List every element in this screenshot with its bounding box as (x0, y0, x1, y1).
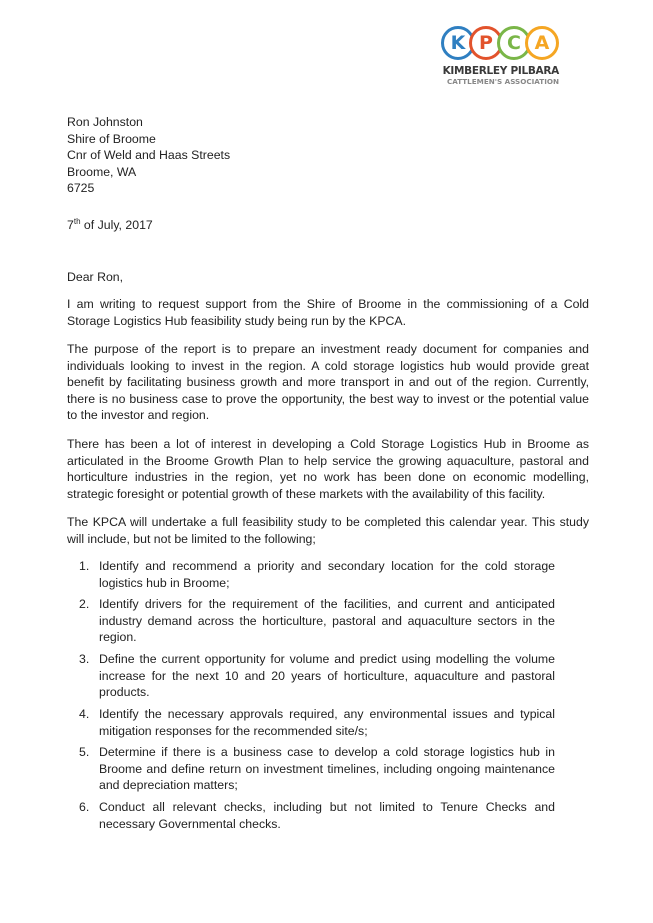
list-item (67, 744, 555, 794)
list-text: Define the current opportunity for volume and predict using modelling the volume increase for the next 10 and 20 years of horticulture, aquaculture and pastoral products. (99, 652, 555, 699)
list-text: Identify the necessary approvals required, any environmental issues and typical mitigation responses for the recommended site/s; (99, 707, 555, 738)
list-number: 6. (79, 800, 90, 814)
list-text: Identify and recommend a priority and secondary location for the cold storage logistics hub in Broome; (99, 559, 555, 590)
recipient-name: Ron Johnston (67, 115, 143, 129)
paragraph-3: There has been a lot of interest in developing a Cold Storage Logistics Hub in Broome as articulated in the Broome Growth Plan to help service the growing aquaculture, pastoral and horticulture industries in the region, yet no work has been done on economic modelling, strategic foresight or potential growth of these markets with the availability of this facility. (67, 437, 589, 501)
logo-letter-c: C (497, 26, 531, 60)
list-text: Conduct all relevant checks, including but not limited to Tenure Checks and necessary Governmental checks. (99, 800, 555, 831)
date-suffix: th (73, 216, 81, 226)
list-text: Identify drivers for the requirement of the facilities, and current and anticipated industry demand across the horticulture, pastoral and aquaculture sectors in the region. (99, 597, 555, 644)
list-number: 2. (79, 597, 90, 611)
list-number: 5. (79, 745, 90, 759)
logo-letter-p: P (469, 26, 503, 60)
list-number: 3. (79, 652, 90, 666)
recipient-street: Cnr of Weld and Haas Streets (67, 148, 231, 162)
logo-org-name: KIMBERLEY PILBARA (442, 65, 559, 77)
list-item (67, 651, 555, 701)
letter-date (67, 217, 589, 234)
kpca-logo (441, 26, 559, 90)
logo-letter-a: A (525, 26, 559, 60)
salutation: Dear Ron, (67, 270, 124, 284)
paragraph-2: The purpose of the report is to prepare an investment ready document for companies and individuals looking to invest in the region. A cold storage logistics hub would provide great benefit by facilitating business growth and more transport in and out of the region. Currently, there is no business case to prove the opportunity, the best way to invest or the potential value to the investor and region. (67, 342, 589, 422)
logo-org-subtitle: CATTLEMEN'S ASSOCIATION (446, 77, 559, 86)
recipient-org: Shire of Broome (67, 131, 156, 146)
recipient-postcode: 6725 (67, 181, 95, 195)
date-rest: of July, 2017 (80, 218, 153, 232)
logo-circles (441, 26, 559, 64)
list-item (67, 596, 555, 646)
recipient-city: Broome, WA (67, 164, 137, 179)
logo-letter-k: K (441, 26, 475, 60)
date-day: 7 (67, 218, 74, 232)
list-number: 1. (79, 559, 90, 573)
list-item (67, 799, 555, 832)
recipient-address (67, 114, 589, 197)
list-item (67, 706, 555, 739)
list-item (67, 558, 555, 591)
paragraph-4: The KPCA will undertake a full feasibility study to be completed this calendar year. This study will include, but not be limited to the following; (67, 515, 589, 546)
list-text: Determine if there is a business case to develop a cold storage logistics hub in Broome and define return on investment timelines, including ongoing maintenance and depreciation matters; (99, 745, 555, 792)
paragraph-1: I am writing to request support from the Shire of Broome in the commissioning of a Cold Storage Logistics Hub feasibility study being run by the KPCA. (67, 297, 589, 328)
list-number: 4. (79, 707, 90, 721)
